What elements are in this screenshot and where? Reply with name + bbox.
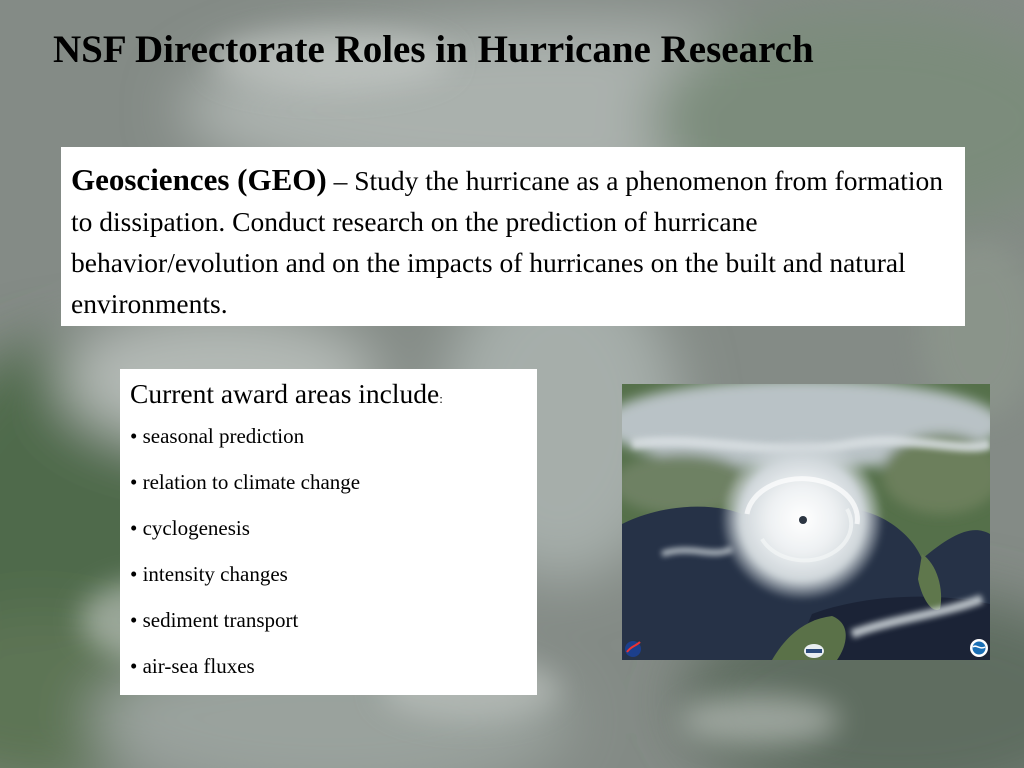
geo-heading: Geosciences (GEO) <box>71 162 327 197</box>
hurricane-satellite-photo <box>622 384 990 660</box>
geo-description-text: – Study the hurricane as a phenomenon from formation to dissipation. Conduct research on the prediction of hurricane behavior/evolution and on the impacts of hurricanes on the built and natural environments. <box>71 165 943 319</box>
award-area-item: • seasonal prediction <box>130 424 305 448</box>
award-area-item: • sediment transport <box>130 608 299 632</box>
ssec-logo-icon <box>804 644 824 658</box>
award-area-item: • relation to climate change <box>130 470 361 494</box>
noaa-logo-icon <box>970 639 988 657</box>
nasa-logo-icon <box>625 641 641 657</box>
award-areas-box <box>120 369 537 695</box>
geo-description-box <box>61 147 965 326</box>
award-areas-list <box>130 424 527 700</box>
award-areas-heading-text: Current award areas include <box>130 378 440 409</box>
award-area-item: • cyclogenesis <box>130 516 250 540</box>
award-areas-heading <box>130 377 527 416</box>
award-area-item: • air-sea fluxes <box>130 654 255 678</box>
award-areas-heading-colon: : <box>439 391 443 406</box>
award-area-item: • intensity changes <box>130 562 288 586</box>
slide-title: NSF Directorate Roles in Hurricane Research <box>53 28 814 71</box>
